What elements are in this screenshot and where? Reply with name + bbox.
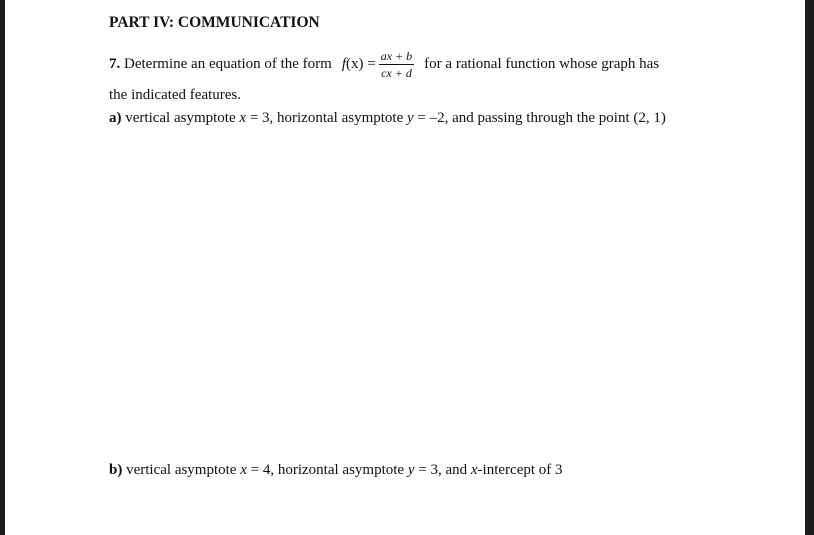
question-text-after: for a rational function whose graph has xyxy=(424,56,660,72)
section-heading: PART IV: COMMUNICATION xyxy=(109,14,320,31)
formula-numerator: ax + b xyxy=(380,49,413,63)
part-b-var2: y xyxy=(407,462,415,478)
part-a-text2: = 3, horizontal asymptote xyxy=(249,110,404,126)
left-border xyxy=(0,0,5,535)
part-b-text4: -intercept of 3 xyxy=(477,462,563,478)
rational-function-formula xyxy=(342,49,414,80)
part-b-label: b) xyxy=(109,462,123,478)
part-a xyxy=(109,110,666,127)
question-line xyxy=(109,49,659,80)
part-b-text1: vertical asymptote xyxy=(126,462,237,478)
part-b-var1: x xyxy=(240,462,247,478)
part-a-text1: vertical asymptote xyxy=(125,110,236,126)
formula-function-name: f xyxy=(341,56,347,72)
part-b xyxy=(109,462,563,479)
part-b-text2: = 4, horizontal asymptote xyxy=(250,462,405,478)
part-a-label: a) xyxy=(109,110,122,126)
part-a-text3: = –2, and passing through the point (2, 1) xyxy=(417,110,666,126)
part-a-var2: y xyxy=(407,110,414,126)
part-b-text3: = 3, and xyxy=(418,462,468,478)
formula-argument: (x) xyxy=(346,56,364,72)
formula-equals: = xyxy=(367,56,376,72)
formula-fraction xyxy=(379,49,414,80)
formula-denominator: cx + d xyxy=(381,66,412,80)
part-a-var1: x xyxy=(239,110,247,126)
question-text-before: Determine an equation of the form xyxy=(124,56,332,72)
question-number: 7. xyxy=(109,56,121,72)
question-continuation: the indicated features. xyxy=(109,87,242,103)
document-page xyxy=(109,0,799,535)
part-b-var3: x xyxy=(470,462,478,478)
right-border xyxy=(805,0,814,535)
